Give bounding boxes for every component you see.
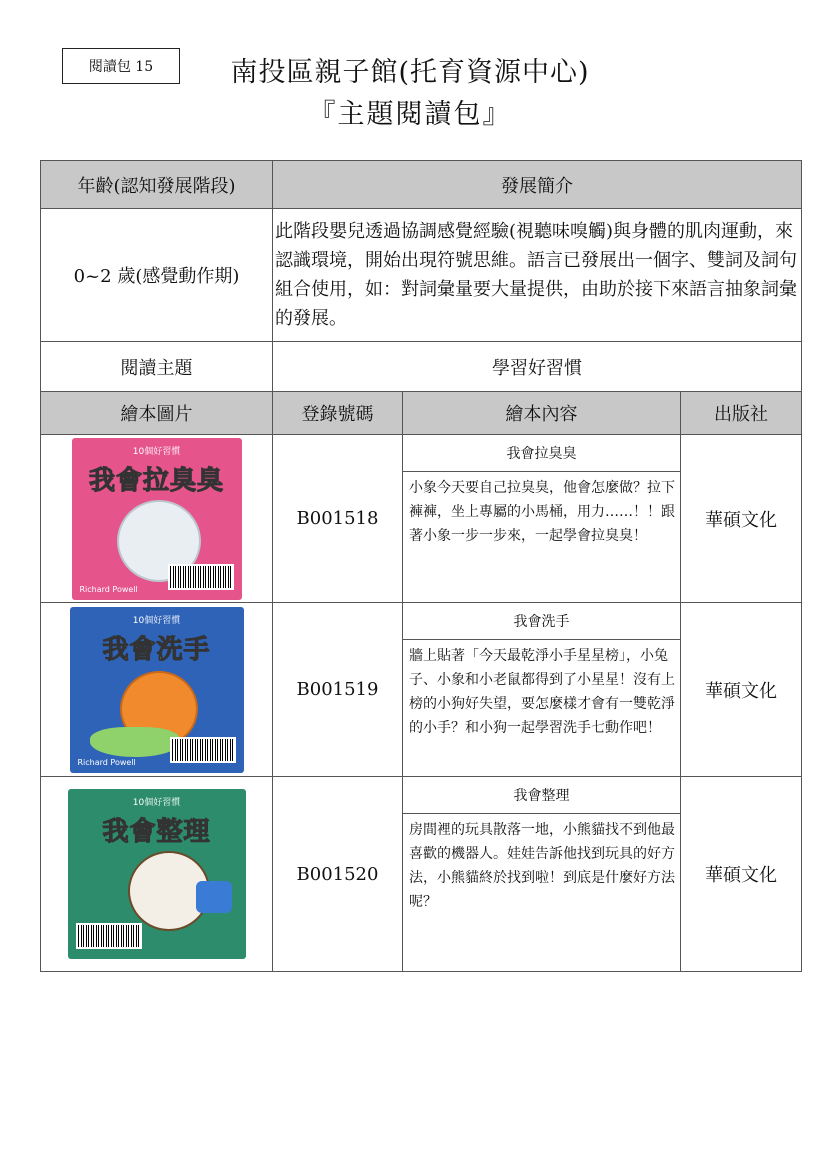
book-id: B001518 <box>273 435 403 603</box>
book-publisher: 華碩文化 <box>681 777 802 972</box>
dev-description <box>273 209 802 342</box>
toy-basket-illustration <box>196 881 232 913</box>
cover-title: 我會洗手 <box>102 634 211 665</box>
book-cover-image <box>68 789 246 959</box>
col-image-header: 繪本圖片 <box>41 392 273 435</box>
table-row <box>41 435 802 603</box>
dev-header: 發展簡介 <box>273 161 802 209</box>
book-content-cell <box>403 435 681 603</box>
pack-label: 閱讀包 15 <box>62 48 180 84</box>
cover-series: 10個好習慣 <box>132 446 181 457</box>
book-publisher: 華碩文化 <box>681 603 802 777</box>
book-cover-image <box>70 607 244 773</box>
col-content-header: 繪本內容 <box>403 392 681 435</box>
book-description: 牆上貼著「今天最乾淨小手星星榜」，小兔子、小象和小老鼠都得到了小星星！沒有上榜的小狗好失望，要怎麼樣才會有一雙乾淨的小手？和小狗一起學習洗手七動作吧！ <box>409 648 675 736</box>
table-row <box>41 777 802 972</box>
barcode-sticker <box>76 923 142 949</box>
barcode-sticker <box>168 564 234 590</box>
age-header: 年齡(認知發展階段) <box>41 161 273 209</box>
cover-publisher: Richard Powell <box>77 757 136 767</box>
book-title: 我會洗手 <box>403 603 680 640</box>
book-description: 小象今天要自己拉臭臭，他會怎麼做？拉下褲褲，坐上專屬的小馬桶，用力……！！跟著小象一步一步來，一起學會拉臭臭！ <box>409 480 675 544</box>
book-id: B001519 <box>273 603 403 777</box>
cover-title: 我會拉臭臭 <box>88 465 224 496</box>
page-title: 南投區親子館(托育資源中心) <box>230 57 590 88</box>
book-title: 我會整理 <box>403 777 680 814</box>
book-cover-cell <box>41 435 273 603</box>
age-value: 0~2 歲(感覺動作期) <box>41 209 273 342</box>
book-title: 我會拉臭臭 <box>403 435 680 472</box>
reading-pack-table <box>40 160 802 972</box>
sink-illustration <box>90 727 180 757</box>
barcode-sticker <box>170 737 236 763</box>
dev-text: 此階段嬰兒透過協調感覺經驗(視聽味嗅觸)與身體的肌肉運動，來認識環境，開始出現符號思維。語言已發展出一個字、雙詞及詞句組合使用，如：對詞彙量要大量提供，由助於接下來語言抽象詞彙的發展。 <box>275 221 797 329</box>
book-publisher: 華碩文化 <box>681 435 802 603</box>
book-id: B001520 <box>273 777 403 972</box>
theme-header: 閱讀主題 <box>41 342 273 392</box>
book-cover-cell <box>41 777 273 972</box>
table-row <box>41 603 802 777</box>
book-content-cell <box>403 777 681 972</box>
book-description: 房間裡的玩具散落一地，小熊貓找不到他最喜歡的機器人。娃娃告訴他找到玩具的好方法，小熊貓終於找到啦！到底是什麼好方法呢？ <box>409 822 675 910</box>
cover-series: 10個好習慣 <box>132 615 181 626</box>
col-publisher-header: 出版社 <box>681 392 802 435</box>
book-content-cell <box>403 603 681 777</box>
book-cover-cell <box>41 603 273 777</box>
col-id-header: 登錄號碼 <box>273 392 403 435</box>
book-cover-image <box>72 438 242 600</box>
theme-value: 學習好習慣 <box>273 342 802 392</box>
cover-series: 10個好習慣 <box>132 798 181 808</box>
page-subtitle: 『主題閱讀包』 <box>308 99 512 130</box>
cover-title: 我會整理 <box>102 817 211 847</box>
cover-publisher: Richard Powell <box>79 584 138 594</box>
